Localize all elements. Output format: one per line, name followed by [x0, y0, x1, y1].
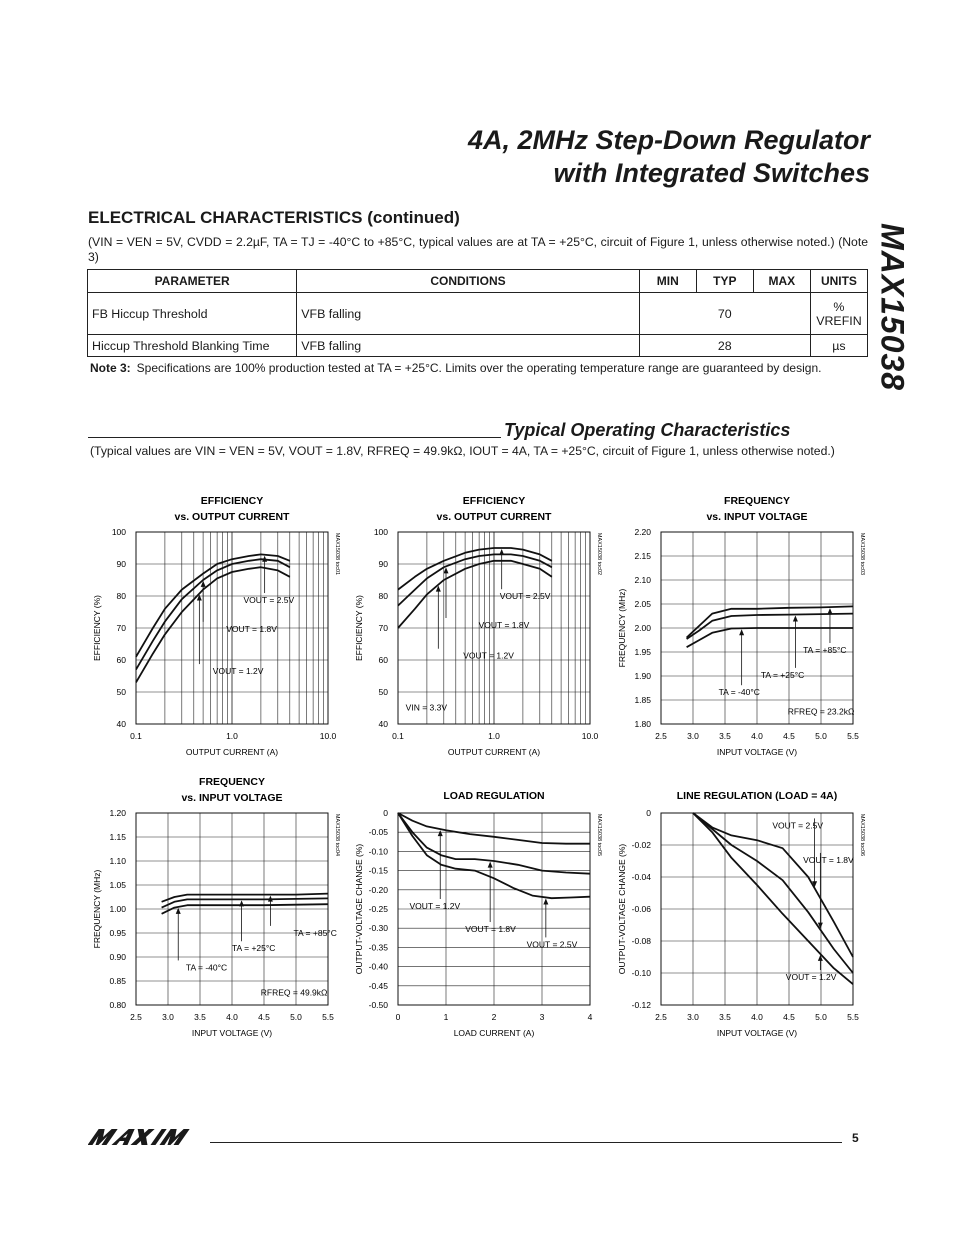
annotation-arrow	[201, 581, 206, 587]
x-tick-label: 4.5	[783, 731, 795, 741]
series-annotation: VOUT = 1.8V	[803, 854, 854, 865]
series-annotation: RFREQ = 49.9kΩ	[260, 987, 328, 998]
y-tick-label: 2.05	[634, 599, 651, 609]
series-annotation: TA = -40°C	[718, 687, 760, 698]
annotation-arrow	[488, 862, 493, 868]
x-axis-label: INPUT VOLTAGE (V)	[716, 1028, 798, 1038]
y-tick-label: 1.20	[109, 808, 126, 818]
series-annotation: VOUT = 1.2V	[409, 901, 461, 911]
y-tick-label: 0	[383, 808, 388, 818]
x-tick-label: 4	[587, 1012, 593, 1022]
x-tick-label: 0	[395, 1012, 401, 1022]
y-tick-label: 2.10	[634, 575, 651, 585]
y-axis-label: FREQUENCY (MHz)	[92, 869, 102, 949]
series-line	[398, 813, 590, 898]
chart-grid	[398, 532, 590, 724]
cell-max	[753, 335, 810, 357]
footer-rule	[210, 1142, 842, 1143]
y-tick-label: 50	[378, 687, 388, 697]
annotation-arrow	[818, 923, 823, 929]
x-tick-label: 1	[443, 1012, 449, 1022]
chart-code: MAX15038 toc04	[334, 813, 340, 857]
chart-grid	[661, 813, 853, 1005]
annotation-arrow	[268, 896, 273, 902]
annotation-arrow	[438, 830, 443, 836]
x-tick-label: 5.0	[815, 1012, 827, 1022]
y-tick-label: 1.85	[634, 695, 651, 705]
col-max: MAX	[753, 270, 810, 293]
annotation-arrow	[818, 955, 823, 961]
document-title	[300, 124, 870, 190]
x-tick-label: 5.0	[815, 731, 827, 741]
annotation-arrow	[176, 908, 181, 914]
y-tick-label: 1.80	[634, 719, 651, 729]
x-tick-label: 5.0	[290, 1012, 302, 1022]
y-tick-label: 60	[378, 655, 388, 665]
x-tick-label: 4.5	[783, 1012, 795, 1022]
series-annotation: VOUT = 1.8V	[478, 620, 530, 630]
y-tick-label: -0.05	[368, 827, 388, 838]
chart-grid	[136, 813, 328, 1005]
y-tick-label: -0.06	[631, 904, 651, 914]
y-tick-label: 1.00	[109, 904, 126, 914]
series-line	[136, 567, 290, 682]
x-tick-label: 1.0	[226, 731, 238, 741]
table-header-row	[88, 270, 868, 293]
y-tick-label: 1.05	[109, 880, 126, 890]
x-tick-label: 3	[539, 1012, 545, 1022]
y-axis-label: EFFICIENCY (%)	[354, 595, 364, 661]
cell-max	[753, 293, 810, 335]
series-annotation: VIN = 3.3V	[405, 702, 448, 713]
annotation-arrow	[739, 629, 744, 635]
x-tick-label: 0.1	[130, 731, 142, 741]
annotation-arrow	[197, 595, 202, 601]
x-tick-label: 0.1	[392, 731, 404, 741]
series-line	[687, 614, 853, 639]
units-line-1: %	[833, 299, 845, 314]
units-line-1: µs	[832, 338, 846, 353]
annotation-arrow	[239, 900, 244, 906]
series-annotation: TA = -40°C	[185, 962, 228, 973]
col-min: MIN	[639, 270, 696, 293]
chart-title: FREQUENCY	[199, 776, 265, 788]
y-tick-label: -0.04	[631, 872, 651, 882]
annotation-arrow	[499, 549, 504, 555]
table-row	[88, 293, 868, 335]
y-tick-label: -0.25	[368, 904, 388, 914]
x-tick-label: 2.5	[655, 731, 667, 741]
x-axis-label: OUTPUT CURRENT (A)	[185, 747, 279, 757]
y-tick-label: -0.20	[368, 884, 388, 895]
series-line	[398, 813, 590, 874]
x-axis-label: OUTPUT CURRENT (A)	[447, 747, 541, 757]
cell-conditions: VFB falling	[297, 335, 639, 357]
x-tick-label: 3.5	[194, 1012, 206, 1022]
typical-conditions: (Typical values are VIN = VEN = 5V, VOUT = 1.8V, RFREQ = 49.9kΩ, IOUT = 4A, TA = +25°C, circuit of Figure 1, unless otherwise noted.)	[90, 444, 835, 458]
y-tick-label: 0.95	[109, 928, 126, 938]
electrical-conditions: (VIN = VEN = 5V, CVDD = 2.2µF, TA = TJ = -40°C to +85°C, typical values are at TA = +25°C, circuit of Figure 1, unless otherwise noted.) (Note 3)	[88, 235, 868, 264]
series-annotation: TA = +85°C	[803, 644, 847, 655]
y-tick-label: 40	[116, 719, 126, 729]
chart-title: FREQUENCY	[724, 495, 790, 507]
y-tick-label: -0.10	[368, 846, 388, 857]
series-line	[162, 904, 328, 914]
chart-title: EFFICIENCY	[462, 495, 526, 507]
y-tick-label: -0.45	[368, 980, 388, 991]
series-annotation: VOUT = 1.2V	[785, 972, 837, 983]
maxim-logo	[88, 1128, 200, 1146]
x-tick-label: 2	[491, 1012, 497, 1022]
y-tick-label: 2.20	[634, 527, 651, 537]
units-line-2: VREFIN	[816, 313, 862, 328]
annotation-arrow	[436, 586, 441, 592]
y-tick-label: -0.35	[368, 942, 388, 953]
series-line	[687, 606, 853, 637]
section-rule	[88, 437, 501, 438]
series-annotation: VOUT = 1.2V	[463, 650, 514, 661]
cell-parameter: Hiccup Threshold Blanking Time	[88, 335, 297, 357]
series-line	[398, 554, 552, 605]
x-tick-label: 3.5	[719, 1012, 731, 1022]
y-tick-label: 70	[116, 623, 126, 633]
cell-min	[639, 335, 696, 357]
series-line	[687, 628, 853, 647]
annotation-arrow	[827, 608, 832, 614]
y-axis-label: FREQUENCY (MHz)	[617, 588, 627, 668]
series-line	[398, 561, 552, 628]
chart-grid	[136, 532, 328, 724]
y-tick-label: -0.08	[631, 936, 651, 946]
x-tick-label: 2.5	[655, 1012, 667, 1022]
series-line	[693, 813, 853, 973]
annotation-arrow	[793, 615, 798, 621]
col-typ: TYP	[696, 270, 753, 293]
typical-heading: Typical Operating Characteristics	[504, 420, 791, 440]
series-line	[693, 813, 853, 984]
cell-units	[810, 335, 867, 357]
annotation-arrow	[444, 567, 449, 573]
col-parameter: PARAMETER	[88, 270, 297, 293]
chart-subtitle: vs. INPUT VOLTAGE	[706, 511, 808, 523]
y-tick-label: 2.15	[634, 551, 651, 561]
y-tick-label: 1.95	[634, 647, 651, 657]
part-number: MAX15038	[874, 222, 911, 392]
col-units: UNITS	[810, 270, 867, 293]
x-tick-label: 4.5	[258, 1012, 270, 1022]
y-tick-label: 0.85	[109, 976, 126, 986]
cell-min	[639, 293, 696, 335]
note-label: Note 3:	[90, 361, 131, 375]
note-3	[90, 361, 870, 375]
y-tick-label: 0.90	[109, 952, 126, 962]
y-tick-label: 100	[111, 527, 126, 537]
x-tick-label: 3.0	[687, 731, 699, 741]
x-tick-label: 4.0	[226, 1012, 238, 1022]
x-axis-label: LOAD CURRENT (A)	[453, 1028, 535, 1038]
chart-title: LOAD REGULATION	[443, 790, 545, 802]
chart-subtitle: vs. OUTPUT CURRENT	[174, 511, 290, 523]
x-tick-label: 4.0	[751, 1012, 763, 1022]
chart-code: MAX15038 toc03	[859, 532, 865, 576]
title-line-1: 4A, 2MHz Step-Down Regulator	[467, 125, 870, 155]
y-tick-label: 0.80	[109, 1000, 126, 1010]
annotation-arrow	[543, 898, 548, 904]
y-axis-label: OUTPUT-VOLTAGE CHANGE (%)	[617, 843, 627, 975]
x-tick-label: 5.5	[847, 1012, 859, 1022]
col-conditions: CONDITIONS	[297, 270, 639, 293]
series-annotation: VOUT = 1.8V	[465, 924, 516, 935]
chart-grid	[661, 532, 853, 724]
chart-code: MAX15038 toc06	[859, 813, 865, 857]
series-annotation: TA = +25°C	[232, 943, 276, 954]
table-row	[88, 335, 868, 357]
y-tick-label: -0.30	[368, 923, 388, 934]
y-tick-label: -0.12	[631, 1000, 651, 1010]
chart-code: MAX15038 toc02	[596, 532, 602, 576]
series-annotation: VOUT = 2.5V	[243, 595, 295, 606]
y-tick-label: -0.50	[368, 1000, 388, 1010]
electrical-heading: ELECTRICAL CHARACTERISTICS (continued)	[88, 208, 460, 227]
series-line	[398, 813, 590, 844]
series-annotation: RFREQ = 23.2kΩ	[787, 706, 855, 717]
chart-subtitle: vs. INPUT VOLTAGE	[181, 792, 283, 804]
side-part-number	[872, 212, 912, 402]
y-axis-label: OUTPUT-VOLTAGE CHANGE (%)	[354, 843, 364, 975]
series-annotation: VOUT = 1.2V	[212, 666, 264, 677]
annotation-arrow	[812, 881, 817, 887]
x-axis-label: INPUT VOLTAGE (V)	[191, 1028, 273, 1038]
series-line	[398, 548, 552, 590]
note-text: Specifications are 100% production tested at TA = +25°C. Limits over the operating temperature range are guaranteed by design.	[136, 361, 822, 375]
electrical-table	[87, 269, 868, 357]
y-tick-label: 2.00	[634, 623, 651, 633]
series-annotation: VOUT = 2.5V	[499, 591, 551, 602]
y-tick-label: 90	[378, 559, 388, 569]
cell-typ: 70	[696, 293, 753, 335]
page-number: 5	[852, 1131, 859, 1145]
y-tick-label: 0	[646, 808, 651, 818]
y-tick-label: 100	[373, 527, 388, 537]
x-tick-label: 5.5	[847, 731, 859, 741]
x-tick-label: 3.0	[687, 1012, 699, 1022]
series-annotation: VOUT = 1.8V	[226, 623, 277, 634]
y-tick-label: 1.15	[109, 832, 126, 842]
y-tick-label: -0.15	[368, 865, 388, 876]
x-tick-label: 3.0	[162, 1012, 174, 1022]
x-tick-label: 4.0	[751, 731, 763, 741]
x-tick-label: 3.5	[719, 731, 731, 741]
chart-grid	[398, 813, 590, 1005]
series-line	[162, 894, 328, 902]
annotation-arrow	[262, 556, 267, 562]
y-tick-label: 80	[116, 591, 126, 601]
y-tick-label: -0.02	[631, 840, 651, 850]
x-tick-label: 10.0	[319, 731, 337, 741]
y-tick-label: 80	[378, 591, 388, 601]
cell-units	[810, 293, 867, 335]
x-axis-label: INPUT VOLTAGE (V)	[716, 747, 798, 757]
y-tick-label: 70	[378, 623, 388, 633]
series-line	[693, 813, 853, 957]
y-axis-label: EFFICIENCY (%)	[92, 595, 102, 661]
series-annotation: TA = +85°C	[293, 927, 337, 938]
chart-code: MAX15038 toc01	[334, 532, 340, 576]
y-tick-label: -0.10	[631, 968, 651, 978]
x-tick-label: 5.5	[322, 1012, 334, 1022]
x-tick-label: 1.0	[488, 731, 500, 741]
x-tick-label: 2.5	[130, 1012, 142, 1022]
y-tick-label: 40	[378, 719, 388, 729]
chart-subtitle: vs. OUTPUT CURRENT	[436, 511, 552, 523]
series-annotation: TA = +25°C	[760, 669, 805, 680]
y-tick-label: -0.40	[368, 961, 388, 972]
series-line	[136, 554, 290, 656]
series-annotation: VOUT = 2.5V	[772, 820, 824, 831]
series-annotation: VOUT = 2.5V	[526, 939, 578, 950]
title-line-2: with Integrated Switches	[553, 158, 870, 188]
y-tick-label: 1.90	[634, 671, 651, 681]
cell-conditions: VFB falling	[297, 293, 639, 335]
x-tick-label: 10.0	[581, 731, 599, 741]
chart-title: EFFICIENCY	[200, 495, 264, 507]
cell-typ: 28	[696, 335, 753, 357]
series-line	[162, 898, 328, 907]
y-tick-label: 90	[116, 559, 126, 569]
chart-code: MAX15038 toc05	[596, 813, 602, 857]
series-line	[136, 559, 290, 669]
y-tick-label: 50	[116, 687, 126, 697]
y-tick-label: 60	[116, 655, 126, 665]
y-tick-label: 1.10	[109, 856, 126, 866]
chart-title: LINE REGULATION (LOAD = 4A)	[676, 790, 838, 802]
cell-parameter: FB Hiccup Threshold	[88, 293, 297, 335]
